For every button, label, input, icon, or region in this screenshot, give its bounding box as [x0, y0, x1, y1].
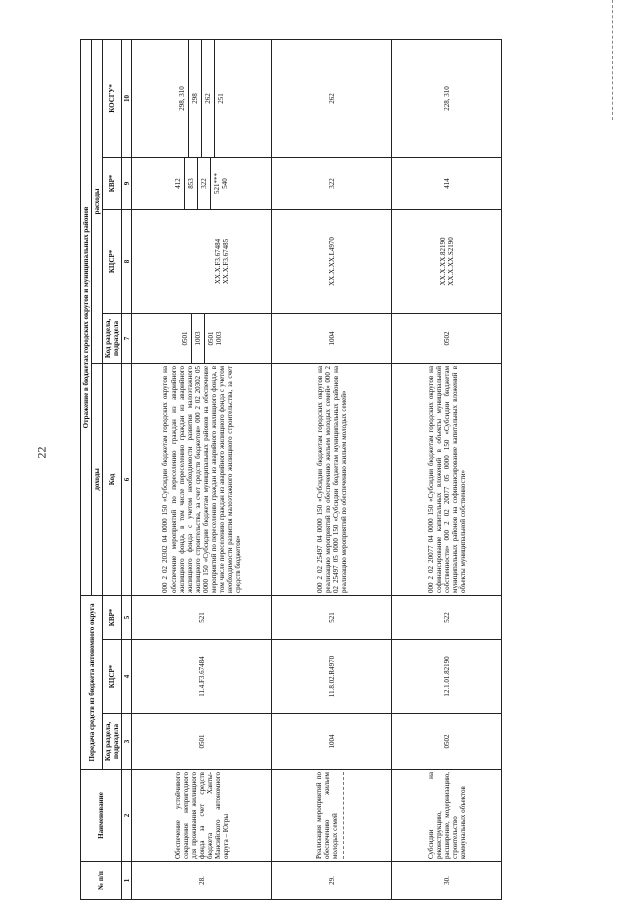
column-index: 1: [122, 862, 132, 900]
sub-value: 251: [217, 93, 226, 104]
row-name: [272, 770, 392, 862]
rotated-table-wrapper: [80, 40, 585, 900]
column-index-row: [122, 39, 132, 899]
sub-value: 0501: [180, 331, 189, 346]
row-exp-section: 1004: [272, 313, 392, 363]
page-number: 22: [34, 446, 49, 459]
row-exp-kosgu: 228, 310: [392, 39, 502, 157]
column-index: 7: [122, 313, 132, 363]
document-page: [80, 40, 585, 900]
row-exp-section: 0502: [392, 313, 502, 363]
row-ktsr: 11.8.02.R4970: [272, 640, 392, 714]
column-index: 8: [122, 209, 132, 313]
budget-code-table: [80, 39, 502, 900]
row-exp-ktsr: XX.X.XX.L4970: [272, 209, 392, 313]
row-num: 29.: [272, 862, 392, 900]
table-row: [132, 39, 272, 899]
header-section: Код раздела, подраздела: [103, 714, 122, 770]
row-income-code: 000 2 02 20077 04 0000 150 «Субсидии бюджетам городских округов на софинансирование капитальных вложений в объекты муниципальной собственности» 000 2 02 20077 05 0000 150 «Субсидии бюджетам муниципальных районов на софинансирование капитальных вложений в объекты муниципальной собственности»: [392, 363, 502, 595]
column-index: 4: [122, 640, 132, 714]
row-exp-kvr: 322: [272, 157, 392, 209]
column-index: 2: [122, 770, 132, 862]
header-transfer-group: Передача средств из бюджета автономного округа: [81, 595, 103, 769]
header-kvr-2: КВР*: [103, 157, 122, 209]
header-num: № п/п: [81, 862, 122, 900]
header-income-group: доходы: [92, 363, 103, 595]
header-reflection-group: Отражение в бюджетах городских округов и муниципальных районов: [81, 39, 92, 595]
sub-value: 521*** 540: [213, 172, 230, 194]
column-index: 3: [122, 714, 132, 770]
row-section: 1004: [272, 714, 392, 770]
sub-value: 1003: [193, 331, 202, 346]
row-exp-kosgu: [132, 39, 272, 157]
header-ktsr-2: КЦСР*: [103, 209, 122, 313]
sub-value: 412: [174, 178, 183, 189]
row-kvr: 522: [392, 595, 502, 639]
column-index: 9: [122, 157, 132, 209]
row-exp-ktsr: [132, 209, 272, 313]
sub-value: XX.X.F3.67484 XX.X.F3.67485: [213, 238, 230, 285]
row-section: 0502: [392, 714, 502, 770]
header-name: Наименование: [81, 770, 122, 862]
row-exp-kvr: [132, 157, 272, 209]
table-row: [392, 39, 502, 899]
header-ktsr: КЦСР*: [103, 640, 122, 714]
row-ktsr: 12.1.01.82190: [392, 640, 502, 714]
row-exp-section: [132, 313, 272, 363]
row-name-text: Реализация мероприятий по обеспечению жильем молодых семей: [315, 772, 340, 859]
margin-dashed-line: [612, 0, 613, 120]
header-code: Код: [103, 363, 122, 595]
row-name: Субсидии на реконструкцию, расширение, модернизацию, строительство коммунальных объектов: [392, 770, 502, 862]
row-section: 0501: [132, 714, 272, 770]
row-num: 30.: [392, 862, 502, 900]
row-income-code: 000 2 02 25497 04 0000 150 «Субсидии бюджетам городских округов на реализацию мероприятий по обеспечению жильем молодых семей» 000 2 02 25497 05 0000 150 «Субсидии бюджетам муниципальных районов на реализацию мероприятий по обеспечению жильем молодых семей»: [272, 363, 392, 595]
sub-value: 298, 310: [178, 86, 187, 111]
row-exp-kvr: 414: [392, 157, 502, 209]
row-kvr: 521: [132, 595, 272, 639]
sub-value: 262: [204, 93, 213, 104]
column-index: 5: [122, 595, 132, 639]
row-name: Обеспечение устойчивого сокращения непригодного для проживания жилищного фонда за счет средств бюджета Ханты-Мансийского автономного округа – Югры: [132, 770, 272, 862]
row-num: 28.: [132, 862, 272, 900]
row-ktsr: 11.4.F3.67484: [132, 640, 272, 714]
sub-value: 322: [200, 178, 209, 189]
column-index: 10: [122, 39, 132, 157]
row-income-code: 000 2 02 20302 04 0000 150 «Субсидии бюджетам городских округов на обеспечение мероприятий по переселению граждан из аварийного жилищного фонда, в том числе переселению граждан из аварийного жилищного фонда с учетом необходимости развития малоэтажного жилищного строительства, за счет средств бюджетов» 000 2 02 20302 05 0000 150 «Субсидии бюджетам муниципальных районов на обеспечение мероприятий по переселению граждан из аварийного жилищного фонда, в том числе переселению граждан из аварийного жилищного фонда с учетом необходимости развития малоэтажного жилищного строительства, за счет средств бюджетов»: [132, 363, 272, 595]
header-section-2: Код раздела, подраздела: [103, 313, 122, 363]
column-index: 6: [122, 363, 132, 595]
sub-value: 853: [187, 178, 196, 189]
header-kvr: КВР*: [103, 595, 122, 639]
sub-value: 298: [191, 93, 200, 104]
row-kvr: 521: [272, 595, 392, 639]
table-row: [272, 39, 392, 899]
row-exp-ktsr: XX.X.XX.82190 XX.X.XX.S2190: [392, 209, 502, 313]
header-kosgu: КОСГУ*: [103, 39, 122, 157]
sub-value: 0501 1003: [206, 331, 223, 346]
header-expense-group: расходы: [92, 39, 103, 363]
row-exp-kosgu: 262: [272, 39, 392, 157]
